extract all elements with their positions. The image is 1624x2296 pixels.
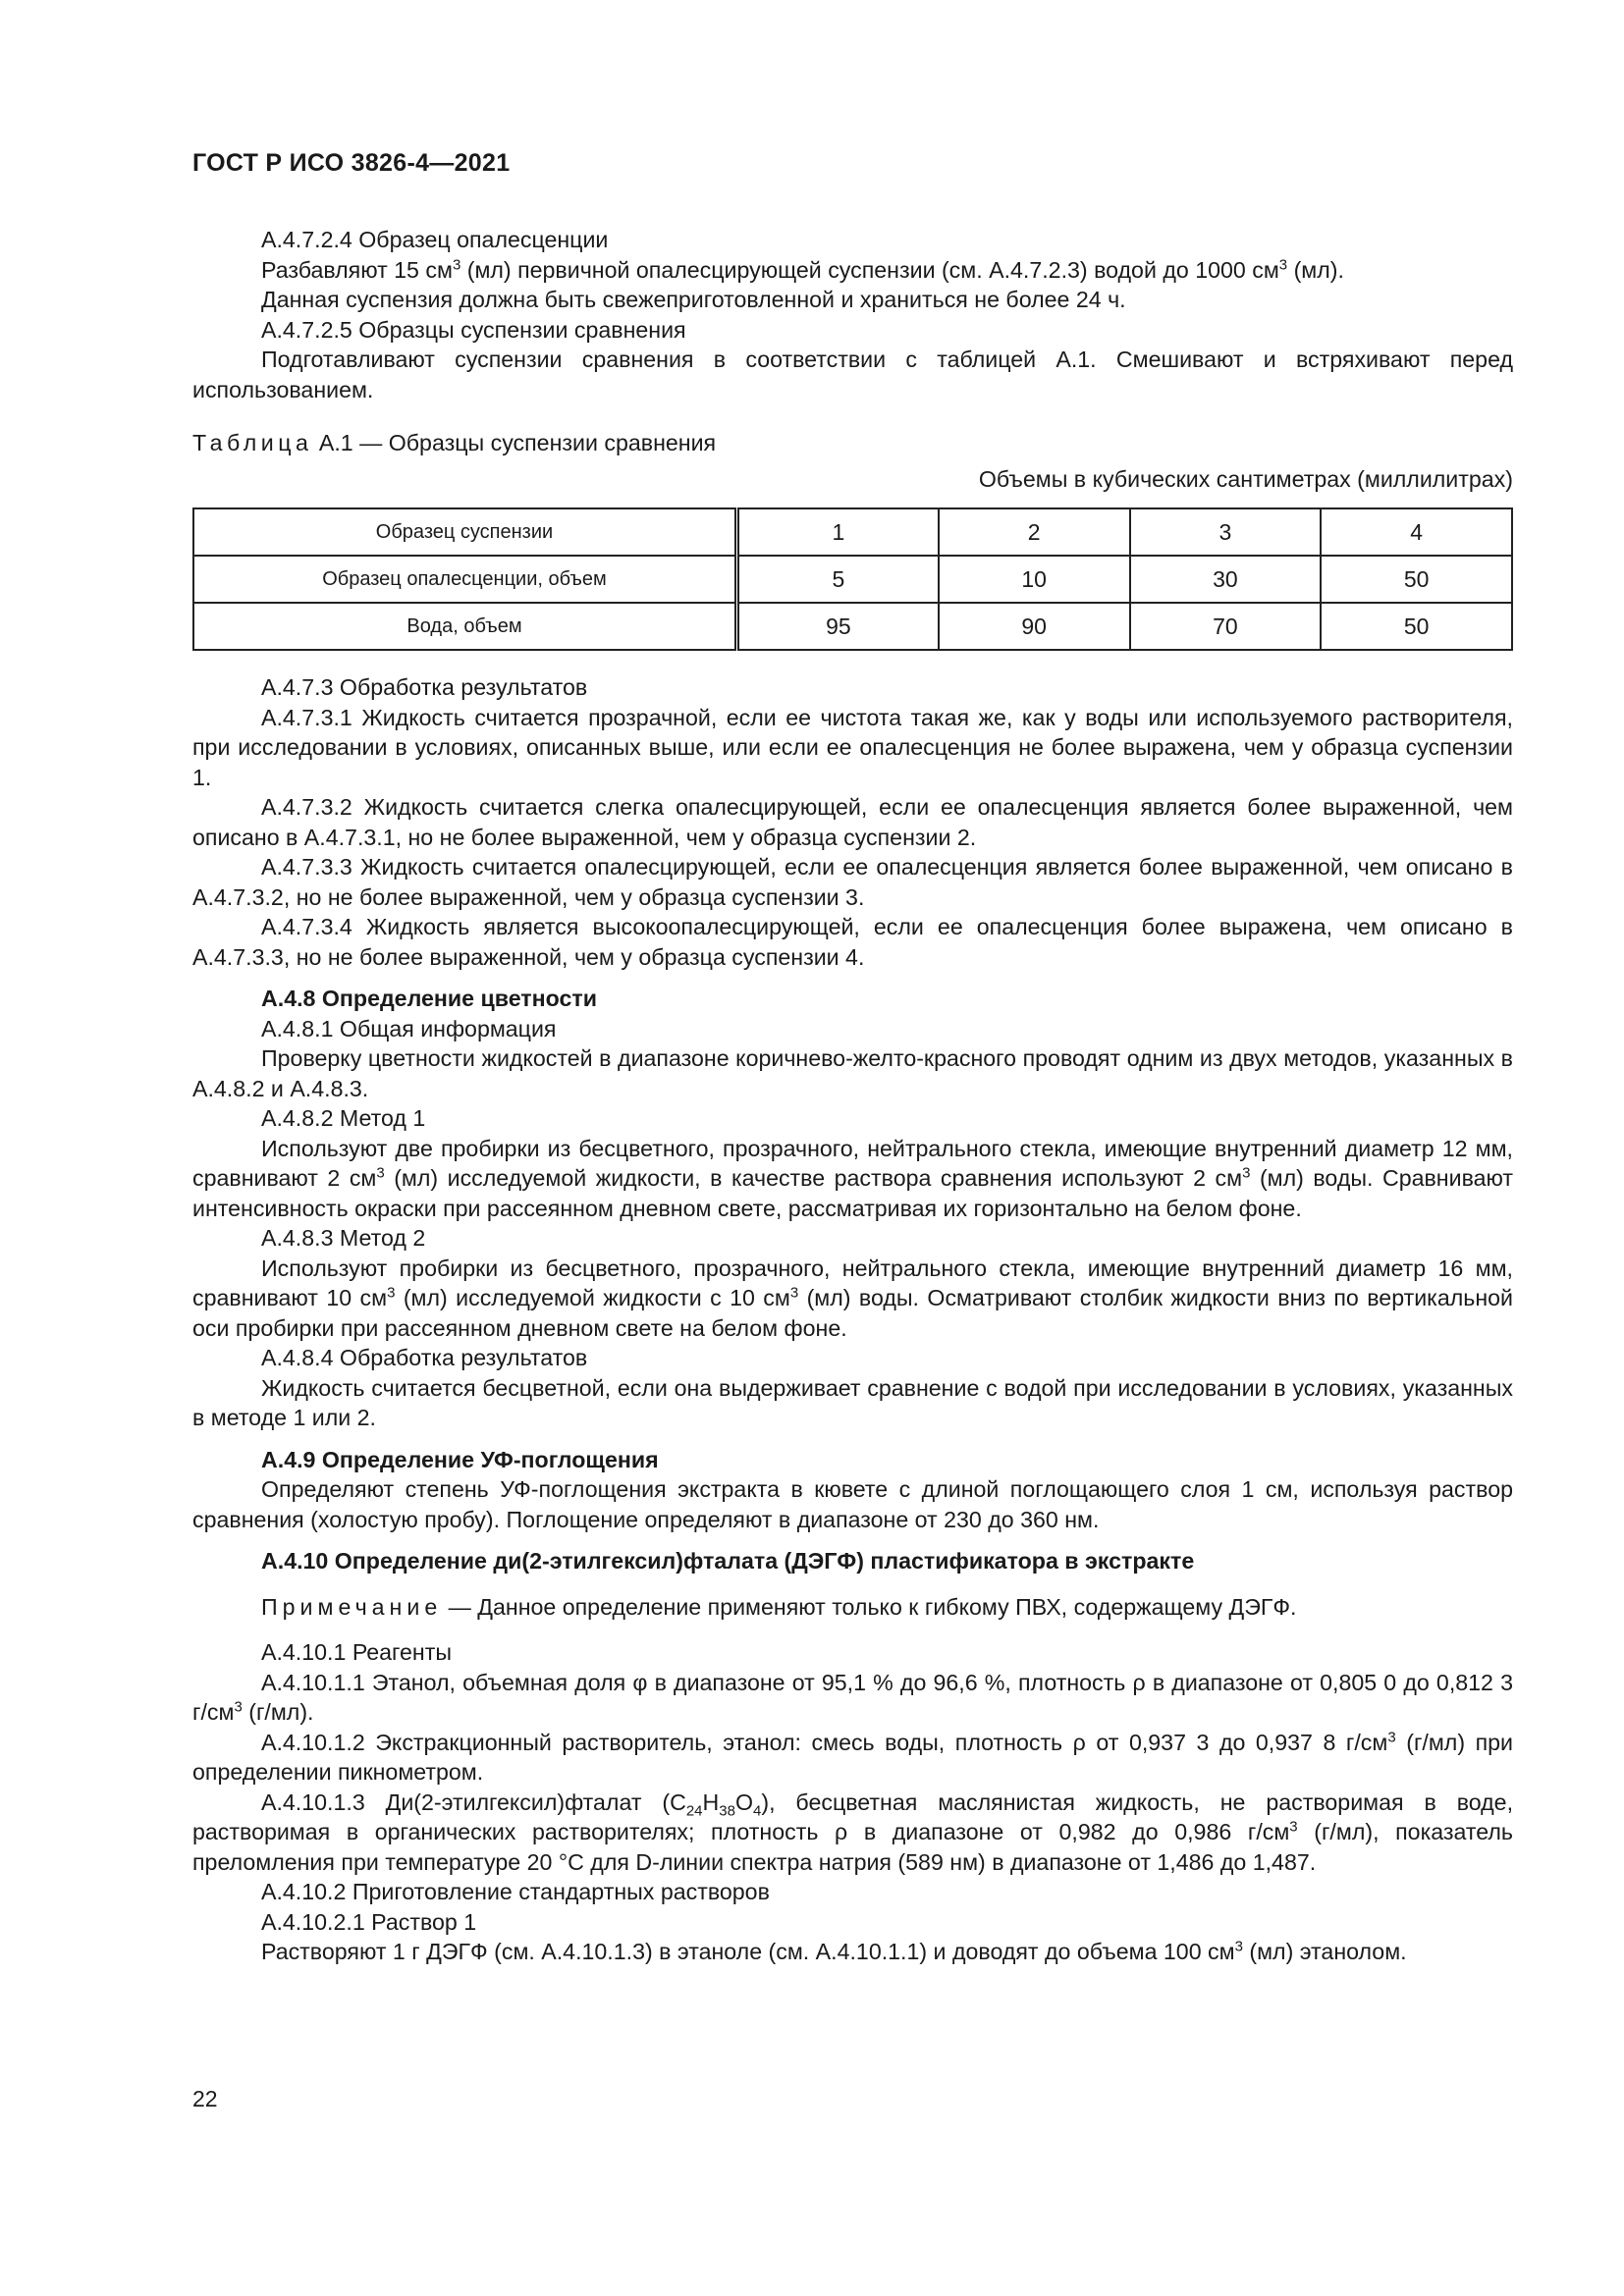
section-heading-a41021: А.4.10.2.1 Раствор 1	[261, 1908, 477, 1935]
reference-suspensions-table	[192, 507, 1513, 651]
paragraph-dehp: А.4.10.1.3 Ди(2-этилгексил)фталат $(C_{24}H_{38}O_4)$, бесцветная маслянистая жидкость, не растворимая в воде, растворимая в органических растворителях; плотность ρ в диапазоне от 0,982 до 0,986 $г/см^3$ (г/мл), показатель преломления при температуре 20 °C для D-линии спектра натрия (589 нм) в диапазоне от 1,486 до 1,487.	[192, 1789, 1514, 1875]
paragraph-dilution: Разбавляют 15 $см^3$ (мл) первичной опалесцирующей суспензии (см. А.4.7.2.3) водой до 1000 $см^3$ (мл).	[261, 255, 1344, 283]
table-cell: 90	[939, 603, 1130, 650]
table-units: Объемы в кубических сантиметрах (миллилитрах)	[978, 465, 1513, 492]
paragraph-method-1: Используют две пробирки из бесцветного, прозрачного, нейтрального стекла, имеющие внутренний диаметр 12 мм, сравнивают 2 $см^3$ (мл) исследуемой жидкости, в качестве раствора сравнения используют 2 $см^3$ (мл) воды. Сравнивают интенсивность окраски при рассеянном дневном свете, рассматривая их горизонтально на белом фоне.	[192, 1135, 1514, 1221]
document-body	[192, 225, 1513, 1967]
paragraph-a4734: А.4.7.3.4 Жидкость является высокоопалесцирующей, если ее опалесценция более выражена, чем описано в А.4.7.3.3, но не более выраженной, чем у образца суспензии 4.	[192, 914, 1513, 970]
table-cell: Образец опалесценции, объем	[193, 556, 737, 603]
section-heading-a48: А.4.8 Определение цветности	[261, 986, 598, 1011]
section-heading-a484: А.4.8.4 Обработка результатов	[261, 1345, 588, 1370]
paragraph-a4733: А.4.7.3.3 Жидкость считается опалесцирующей, если ее опалесценция является более выраженной, чем описано в А.4.7.3.2, но не более выраженной, чем у образца суспензии 3.	[192, 854, 1513, 910]
paragraph-solution-1: Растворяют 1 г ДЭГФ (см. А.4.10.1.3) в этаноле (см. А.4.10.1.1) и доводят до объема 100 $см^3$ (мл) этанолом.	[261, 1938, 1407, 1964]
paragraph-colorless: Жидкость считается бесцветной, если она выдерживает сравнение с водой при исследовании в условиях, указанных в методе 1 или 2.	[192, 1374, 1513, 1430]
table-cell: 1	[737, 508, 939, 556]
table-cell: 5	[737, 556, 939, 603]
table-cell: 95	[737, 603, 939, 650]
paragraph-color-methods: Проверку цветности жидкостей в диапазоне коричнево-желто-красного проводят одним из двух методов, указанных в А.4.8.2 и А.4.8.3.	[192, 1045, 1513, 1101]
section-heading-a473: А.4.7.3 Обработка результатов	[261, 674, 588, 700]
paragraph-prepare-suspensions: Подготавливают суспензии сравнения в соответствии с таблицей А.1. Смешивают и встряхивают перед использованием.	[192, 347, 1513, 402]
page-number: 22	[192, 2086, 218, 2111]
table-cell: 2	[939, 508, 1130, 556]
table-cell: Образец суспензии	[193, 508, 737, 556]
section-heading-a4724: А.4.7.2.4 Образец опалесценции	[261, 227, 609, 252]
paragraph-ethanol: А.4.10.1.1 Этанол, объемная доля φ в диапазоне от 95,1 % до 96,6 %, плотность ρ в диапазоне от 0,805 0 до 0,812 3 $г/см^3$ (г/мл).	[192, 1669, 1513, 1725]
table-cell: 4	[1321, 508, 1512, 556]
table-caption: Таблица А.1 — Образцы суспензии сравнения	[192, 430, 717, 455]
table-row	[193, 556, 1512, 603]
section-heading-a49: А.4.9 Определение УФ-поглощения	[261, 1446, 659, 1472]
table-row	[193, 508, 1512, 556]
table-cell: 50	[1321, 556, 1512, 603]
paragraph-storage: Данная суспензия должна быть свежеприготовленной и храниться не более 24 ч.	[261, 287, 1126, 312]
paragraph-extraction-solvent: А.4.10.1.2 Экстракционный растворитель, этанол: смесь воды, плотность ρ от 0,937 3 до 0,937 8 $г/см^3$ (г/мл) при определении пикнометром.	[192, 1728, 1513, 1785]
paragraph-method-2: Используют пробирки из бесцветного, прозрачного, нейтрального стекла, имеющие внутренний диаметр 16 мм, сравнивают 10 $см^3$ (мл) исследуемой жидкости с 10 $см^3$ (мл) воды. Осматривают столбик жидкости вниз по вертикальной оси пробирки при рассеянном дневном свете на белом фоне.	[192, 1255, 1513, 1341]
section-heading-a482: А.4.8.2 Метод 1	[261, 1105, 426, 1131]
section-heading-a4725: А.4.7.2.5 Образцы суспензии сравнения	[261, 316, 686, 343]
document-header: ГОСТ Р ИСО 3826-4—2021	[192, 149, 511, 177]
table-cell: Вода, объем	[193, 603, 737, 650]
section-heading-a4101: А.4.10.1 Реагенты	[261, 1639, 452, 1665]
section-heading-a483: А.4.8.3 Метод 2	[261, 1225, 426, 1251]
table-cell: 30	[1130, 556, 1322, 603]
paragraph-a4731: А.4.7.3.1 Жидкость считается прозрачной, если ее чистота такая же, как у воды или используемого растворителя, при исследовании в условиях, описанных выше, или если ее опалесценция не более выражена, чем у образца суспензии 1.	[192, 704, 1513, 790]
table-cell: 70	[1130, 603, 1322, 650]
table-cell: 3	[1130, 508, 1322, 556]
paragraph-a4732: А.4.7.3.2 Жидкость считается слегка опалесцирующей, если ее опалесценция является более выраженной, чем описано в А.4.7.3.1, но не более выраженной, чем у образца суспензии 2.	[192, 794, 1513, 850]
note: Примечание — Данное определение применяют только к гибкому ПВХ, содержащему ДЭГФ.	[261, 1593, 1297, 1620]
section-heading-a4102: А.4.10.2 Приготовление стандартных растворов	[261, 1879, 770, 1904]
section-heading-a481: А.4.8.1 Общая информация	[261, 1015, 557, 1041]
table-row	[193, 603, 1512, 650]
paragraph-uv-absorption: Определяют степень УФ-поглощения экстракта в кювете с длиной поглощающего слоя 1 см, используя раствор сравнения (холостую пробу). Поглощение определяют в диапазоне от 230 до 360 нм.	[192, 1476, 1513, 1532]
table-cell: 50	[1321, 603, 1512, 650]
section-heading-a410: А.4.10 Определение ди(2-этилгексил)фталата (ДЭГФ) пластификатора в экстракте	[261, 1548, 1195, 1574]
table-cell: 10	[939, 556, 1130, 603]
